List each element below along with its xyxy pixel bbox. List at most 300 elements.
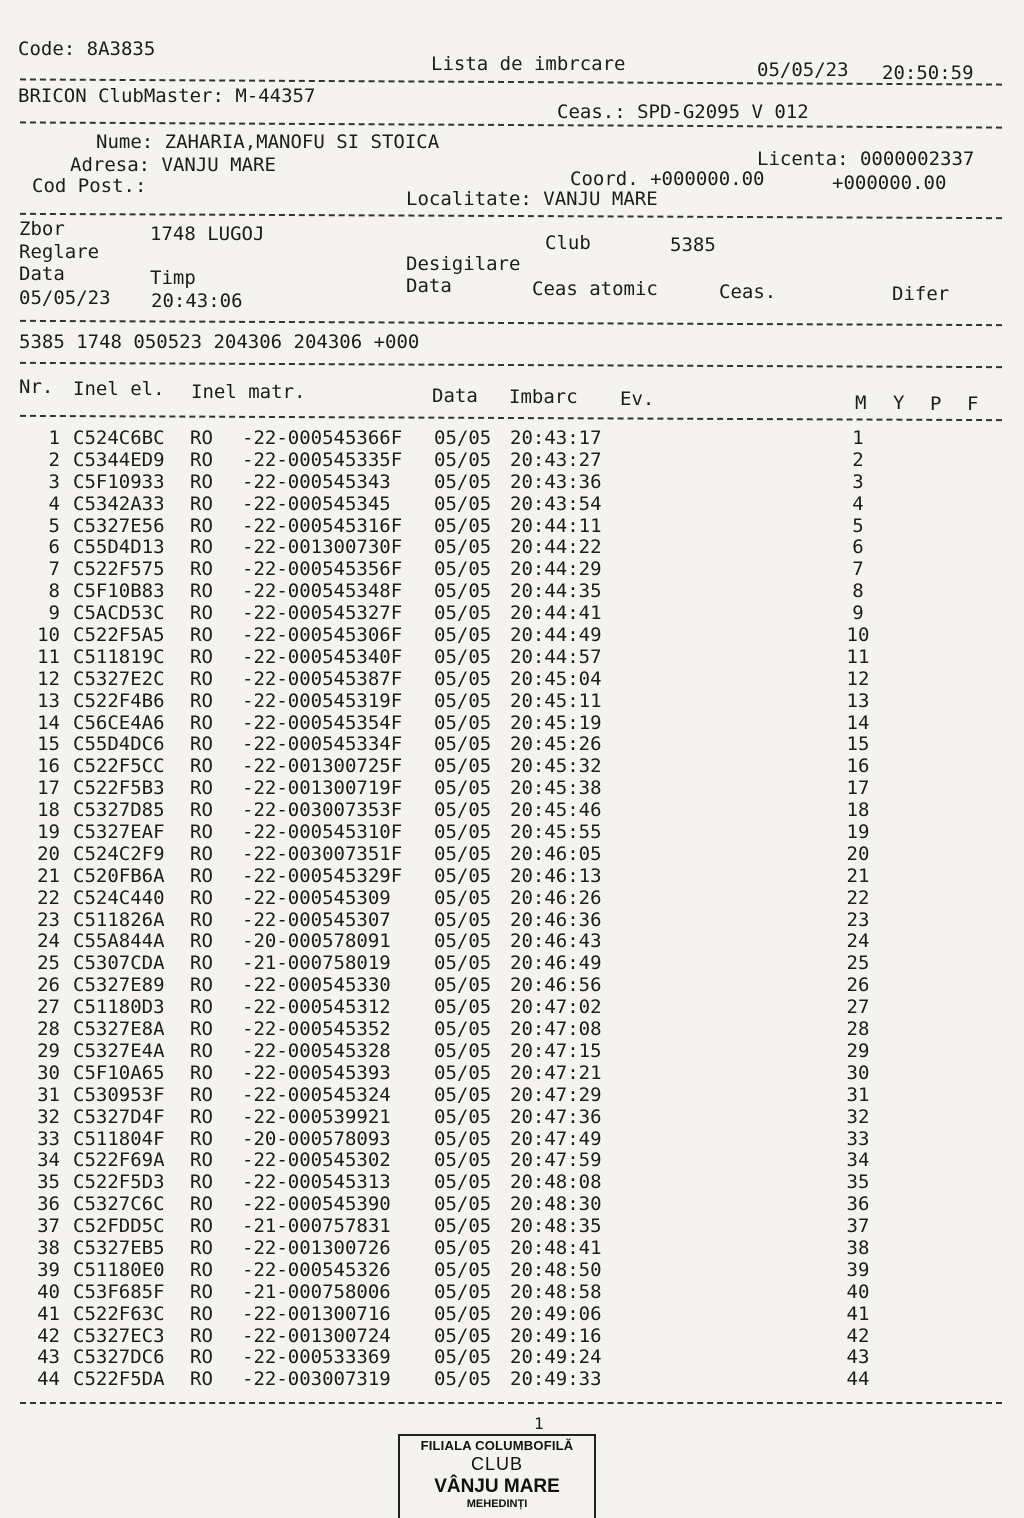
table-row — [26, 997, 966, 1019]
basketing-time: 20:46:56 — [510, 974, 602, 997]
table-row — [26, 1326, 966, 1348]
row-number: 38 — [37, 1236, 60, 1259]
electronic-ring: C522F4B6 — [73, 689, 165, 712]
electronic-ring: C55D4D13 — [73, 536, 165, 559]
electronic-ring: C524C440 — [73, 886, 165, 909]
position-m: 13 — [846, 689, 870, 712]
row-number: 23 — [37, 908, 60, 931]
row-number: 6 — [48, 536, 60, 559]
electronic-ring: C522F5CC — [73, 755, 165, 778]
row-number: 22 — [37, 886, 60, 909]
table-row — [26, 866, 966, 888]
ring-number: -22-000545366F — [242, 427, 403, 449]
basketing-time: 20:48:08 — [510, 1171, 602, 1194]
country-code: RO — [190, 755, 213, 778]
divider — [20, 362, 1002, 368]
ring-number: -22-000545330 — [242, 974, 391, 997]
country-code: RO — [190, 645, 213, 668]
electronic-ring: C511804F — [73, 1127, 165, 1150]
table-row — [26, 1019, 966, 1041]
arrival-date: 05/05 — [434, 1018, 492, 1041]
ring-number: -22-000545302 — [242, 1149, 391, 1172]
basketing-time: 20:43:27 — [510, 448, 602, 471]
table-row — [26, 1063, 966, 1085]
owner-address: Adresa: VANJU MARE — [70, 154, 276, 176]
table-row — [26, 822, 966, 844]
electronic-ring: C5327E2C — [73, 667, 165, 690]
position-m: 36 — [846, 1193, 870, 1216]
ring-number: -22-000545387F — [242, 667, 403, 690]
ring-number: -22-000545334F — [242, 733, 403, 756]
col-data: Data — [432, 385, 478, 407]
country-code: RO — [190, 1236, 213, 1259]
position-m: 30 — [846, 1061, 870, 1084]
country-code: RO — [190, 1149, 213, 1172]
arrival-date: 05/05 — [434, 755, 492, 778]
basketing-time: 20:45:26 — [510, 733, 602, 756]
ring-number: -22-000545327F — [242, 602, 403, 625]
basketing-time: 20:47:36 — [510, 1105, 602, 1128]
position-m: 10 — [846, 624, 870, 647]
ring-number: -22-003007353F — [242, 799, 403, 822]
basketing-time: 20:46:49 — [510, 952, 602, 975]
country-code: RO — [190, 514, 213, 537]
basketing-time: 20:45:46 — [510, 799, 602, 822]
country-code: RO — [190, 689, 213, 712]
arrival-date: 05/05 — [434, 1061, 492, 1084]
row-number: 3 — [48, 470, 60, 493]
country-code: RO — [190, 1215, 213, 1238]
reg-data-label: Data — [19, 263, 65, 285]
table-row — [26, 516, 966, 538]
ring-number: -22-000545309 — [242, 886, 391, 909]
device-label: BRICON ClubMaster: M-44357 — [18, 85, 316, 107]
electronic-ring: C5ACD53C — [73, 602, 165, 625]
position-m: 28 — [846, 1018, 870, 1041]
table-row — [26, 888, 966, 910]
ring-number: -22-000545324 — [242, 1083, 391, 1106]
owner-name: Nume: ZAHARIA,MANOFU SI STOICA — [96, 131, 440, 153]
basketing-time: 20:49:16 — [510, 1324, 602, 1347]
ring-number: -20-000578093 — [242, 1127, 391, 1150]
col-imbarc: Imbarc — [509, 386, 578, 408]
position-m: 34 — [846, 1149, 870, 1172]
table-row — [26, 756, 966, 778]
basketing-time: 20:43:36 — [510, 470, 602, 493]
country-code: RO — [190, 1039, 213, 1062]
position-m: 31 — [846, 1083, 870, 1106]
country-code: RO — [190, 1324, 213, 1347]
position-m: 33 — [846, 1127, 870, 1150]
basketing-time: 20:45:19 — [510, 711, 602, 734]
row-number: 32 — [37, 1105, 60, 1128]
ring-number: -22-000545343 — [242, 470, 391, 493]
postal-code-label: Cod Post.: — [32, 175, 147, 197]
electronic-ring: C55A844A — [73, 930, 165, 953]
row-number: 9 — [48, 602, 60, 625]
basketing-time: 20:43:54 — [510, 492, 602, 515]
row-number: 19 — [37, 821, 60, 844]
ring-number: -22-000545356F — [242, 558, 403, 581]
row-number: 2 — [48, 448, 60, 471]
country-code: RO — [190, 842, 213, 865]
row-number: 18 — [37, 799, 60, 822]
arrival-date: 05/05 — [434, 448, 492, 471]
position-m: 29 — [846, 1039, 870, 1062]
electronic-ring: C5327DC6 — [73, 1346, 165, 1369]
country-code: RO — [190, 886, 213, 909]
position-m: 9 — [852, 602, 864, 625]
arrival-date: 05/05 — [434, 974, 492, 997]
position-m: 20 — [846, 842, 870, 865]
electronic-ring: C522F575 — [73, 558, 165, 581]
table-row — [26, 931, 966, 953]
row-number: 37 — [37, 1215, 60, 1238]
col-inel-el: Inel el. — [73, 378, 165, 400]
ring-number: -22-000545352 — [242, 1018, 391, 1041]
country-code: RO — [190, 733, 213, 756]
country-code: RO — [190, 624, 213, 647]
position-m: 17 — [846, 777, 870, 800]
arrival-date: 05/05 — [434, 733, 492, 756]
position-m: 7 — [852, 558, 864, 581]
basketing-time: 20:46:26 — [510, 886, 602, 909]
arrival-date: 05/05 — [434, 1280, 492, 1303]
basketing-time: 20:46:13 — [510, 864, 602, 887]
basketing-time: 20:44:35 — [510, 580, 602, 603]
country-code: RO — [190, 777, 213, 800]
basketing-time: 20:45:38 — [510, 777, 602, 800]
row-number: 25 — [37, 952, 60, 975]
country-code: RO — [190, 1061, 213, 1084]
arrival-date: 05/05 — [434, 930, 492, 953]
basketing-time: 20:48:50 — [510, 1258, 602, 1281]
col-f: F — [967, 393, 979, 415]
row-number: 15 — [37, 733, 60, 756]
table-row — [26, 537, 966, 559]
club-stamp — [398, 1434, 596, 1518]
row-number: 34 — [37, 1149, 60, 1172]
position-m: 1 — [852, 427, 864, 449]
row-number: 44 — [37, 1368, 60, 1391]
basketing-time: 20:48:30 — [510, 1193, 602, 1216]
position-m: 42 — [846, 1324, 870, 1347]
electronic-ring: C522F69A — [73, 1149, 165, 1172]
arrival-date: 05/05 — [434, 1302, 492, 1325]
electronic-ring: C522F5D3 — [73, 1171, 165, 1194]
electronic-ring: C5327E89 — [73, 974, 165, 997]
col-inel-matr: Inel matr. — [191, 381, 306, 403]
ring-number: -22-000545313 — [242, 1171, 391, 1194]
basketing-time: 20:49:06 — [510, 1302, 602, 1325]
ring-number: -22-001300730F — [242, 536, 403, 559]
basketing-time: 20:48:35 — [510, 1215, 602, 1238]
basketing-time: 20:49:33 — [510, 1368, 602, 1391]
country-code: RO — [190, 821, 213, 844]
electronic-ring: C522F5A5 — [73, 624, 165, 647]
arrival-date: 05/05 — [434, 492, 492, 515]
electronic-ring: C522F5B3 — [73, 777, 165, 800]
ring-number: -22-000545312 — [242, 996, 391, 1019]
arrival-date: 05/05 — [434, 558, 492, 581]
table-row — [26, 581, 966, 603]
row-number: 27 — [37, 996, 60, 1019]
position-m: 25 — [846, 952, 870, 975]
electronic-ring: C5327E8A — [73, 1018, 165, 1041]
ring-number: -22-003007351F — [242, 842, 403, 865]
col-nr: Nr. — [19, 376, 54, 398]
arrival-date: 05/05 — [434, 514, 492, 537]
arrival-date: 05/05 — [434, 427, 492, 449]
stamp-line-1: FILIALA COLUMBOFILĂ — [420, 1438, 574, 1453]
row-number: 40 — [37, 1280, 60, 1303]
club-label: Club — [545, 232, 591, 254]
table-row — [26, 1238, 966, 1260]
position-m: 11 — [846, 645, 870, 668]
ring-number: -22-000545354F — [242, 711, 403, 734]
arrival-date: 05/05 — [434, 1236, 492, 1259]
flight-label: Zbor — [19, 218, 65, 240]
license-label: Licenta: 0000002337 — [757, 148, 975, 170]
reg-time-label: Timp — [150, 267, 196, 289]
table-row — [26, 1172, 966, 1194]
electronic-ring: C530953F — [73, 1083, 165, 1106]
table-row — [26, 734, 966, 756]
table-row — [26, 1347, 966, 1369]
position-m: 15 — [846, 733, 870, 756]
arrival-date: 05/05 — [434, 1324, 492, 1347]
flight-summary-line: 5385 1748 050523 204306 204306 +000 — [19, 331, 420, 353]
arrival-date: 05/05 — [434, 821, 492, 844]
col-p: P — [930, 393, 942, 415]
basketing-time: 20:45:04 — [510, 667, 602, 690]
arrival-date: 05/05 — [434, 602, 492, 625]
coord-label: Coord. +000000.00 — [570, 168, 765, 190]
row-number: 4 — [48, 492, 60, 515]
country-code: RO — [190, 711, 213, 734]
header-time: 20:50:59 — [882, 62, 974, 84]
basketing-time: 20:48:58 — [510, 1280, 602, 1303]
row-number: 11 — [37, 645, 60, 668]
basketing-time: 20:43:17 — [510, 427, 602, 449]
clock-label: Ceas.: SPD-G2095 V 012 — [557, 101, 809, 123]
arrival-date: 05/05 — [434, 536, 492, 559]
col-m: M — [855, 392, 867, 414]
arrival-date: 05/05 — [434, 645, 492, 668]
des-data-label: Data — [406, 275, 452, 297]
difference-label: Difer — [892, 283, 950, 305]
country-code: RO — [190, 1368, 213, 1391]
ring-number: -21-000758019 — [242, 952, 391, 975]
country-code: RO — [190, 974, 213, 997]
basketing-time: 20:44:41 — [510, 602, 602, 625]
arrival-date: 05/05 — [434, 1171, 492, 1194]
arrival-date: 05/05 — [434, 1346, 492, 1369]
position-m: 39 — [846, 1258, 870, 1281]
reg-time-value: 20:43:06 — [151, 290, 243, 312]
position-m: 16 — [846, 755, 870, 778]
ring-number: -22-000539921 — [242, 1105, 391, 1128]
position-m: 37 — [846, 1215, 870, 1238]
arrival-date: 05/05 — [434, 1258, 492, 1281]
row-number: 30 — [37, 1061, 60, 1084]
table-row — [26, 910, 966, 932]
position-m: 5 — [852, 514, 864, 537]
ring-number: -22-000545348F — [242, 580, 403, 603]
table-row — [26, 1282, 966, 1304]
basketing-time: 20:47:15 — [510, 1039, 602, 1062]
row-number: 31 — [37, 1083, 60, 1106]
country-code: RO — [190, 470, 213, 493]
electronic-ring: C511826A — [73, 908, 165, 931]
position-m: 8 — [852, 580, 864, 603]
arrival-date: 05/05 — [434, 952, 492, 975]
arrival-date: 05/05 — [434, 908, 492, 931]
table-row — [26, 1085, 966, 1107]
ring-number: -22-000545393 — [242, 1061, 391, 1084]
ring-number: -22-000545329F — [242, 864, 403, 887]
electronic-ring: C51180E0 — [73, 1258, 165, 1281]
basketing-time: 20:47:49 — [510, 1127, 602, 1150]
arrival-date: 05/05 — [434, 1193, 492, 1216]
electronic-ring: C5327D4F — [73, 1105, 165, 1128]
electronic-ring: C5F10933 — [73, 470, 165, 493]
ring-number: -22-001300724 — [242, 1324, 391, 1347]
electronic-ring: C5327D85 — [73, 799, 165, 822]
country-code: RO — [190, 864, 213, 887]
stamp-line-2: CLUB — [470, 1454, 523, 1474]
electronic-ring: C5F10A65 — [73, 1061, 165, 1084]
country-code: RO — [190, 427, 213, 449]
atomic-clock-label: Ceas atomic — [532, 278, 658, 300]
col-ev: Ev. — [620, 388, 655, 410]
arrival-date: 05/05 — [434, 842, 492, 865]
country-code: RO — [190, 1258, 213, 1281]
basketing-time: 20:47:21 — [510, 1061, 602, 1084]
row-number: 17 — [37, 777, 60, 800]
locality-label: Localitate: VANJU MARE — [406, 188, 658, 210]
arrival-date: 05/05 — [434, 580, 492, 603]
table-row — [26, 559, 966, 581]
electronic-ring: C524C6BC — [73, 427, 165, 449]
basketing-time: 20:49:24 — [510, 1346, 602, 1369]
stamp-line-3: VÂNJU MARE — [434, 1476, 560, 1497]
row-number: 8 — [48, 580, 60, 603]
divider — [20, 121, 1002, 128]
arrival-date: 05/05 — [434, 886, 492, 909]
electronic-ring: C522F5DA — [73, 1368, 165, 1391]
basketing-table — [26, 428, 966, 1391]
arrival-date: 05/05 — [434, 689, 492, 712]
row-number: 7 — [48, 558, 60, 581]
basketing-time: 20:47:59 — [510, 1149, 602, 1172]
divider — [20, 320, 1002, 326]
coord-value-2: +000000.00 — [832, 172, 947, 194]
row-number: 28 — [37, 1018, 60, 1041]
clock-col-label: Ceas. — [719, 281, 777, 303]
position-m: 24 — [846, 930, 870, 953]
electronic-ring: C5327EC3 — [73, 1324, 165, 1347]
country-code: RO — [190, 448, 213, 471]
table-row — [26, 1304, 966, 1326]
table-row — [26, 1129, 966, 1151]
arrival-date: 05/05 — [434, 799, 492, 822]
basketing-time: 20:45:11 — [510, 689, 602, 712]
arrival-date: 05/05 — [434, 667, 492, 690]
position-m: 40 — [846, 1280, 870, 1303]
country-code: RO — [190, 667, 213, 690]
ring-number: -22-000545328 — [242, 1039, 391, 1062]
row-number: 1 — [48, 427, 60, 449]
row-number: 39 — [37, 1258, 60, 1281]
ring-number: -22-000545316F — [242, 514, 403, 537]
row-number: 13 — [37, 689, 60, 712]
table-row — [26, 1216, 966, 1238]
table-row — [26, 1041, 966, 1063]
basketing-time: 20:44:11 — [510, 514, 602, 537]
arrival-date: 05/05 — [434, 711, 492, 734]
table-row — [26, 428, 966, 450]
row-number: 20 — [37, 842, 60, 865]
ring-number: -22-001300726 — [242, 1236, 391, 1259]
arrival-date: 05/05 — [434, 1105, 492, 1128]
arrival-date: 05/05 — [434, 1083, 492, 1106]
reglare-label: Reglare — [19, 241, 100, 263]
row-number: 12 — [37, 667, 60, 690]
ring-number: -22-000545307 — [242, 908, 391, 931]
basketing-time: 20:47:29 — [510, 1083, 602, 1106]
country-code: RO — [190, 1171, 213, 1194]
country-code: RO — [190, 908, 213, 931]
row-number: 14 — [37, 711, 60, 734]
row-number: 16 — [37, 755, 60, 778]
table-row — [26, 975, 966, 997]
position-m: 4 — [852, 492, 864, 515]
country-code: RO — [190, 1280, 213, 1303]
table-row — [26, 669, 966, 691]
position-m: 3 — [852, 470, 864, 493]
stamp-line-4: MEHEDINȚI — [466, 1498, 528, 1510]
document-title: Lista de imbrcare — [431, 53, 626, 75]
position-m: 21 — [846, 864, 870, 887]
divider — [20, 213, 1002, 219]
electronic-ring: C56CE4A6 — [73, 711, 165, 734]
basketing-time: 20:44:57 — [510, 645, 602, 668]
electronic-ring: C520FB6A — [73, 864, 165, 887]
basketing-time: 20:45:32 — [510, 755, 602, 778]
header-date: 05/05/23 — [757, 59, 849, 81]
electronic-ring: C511819C — [73, 645, 165, 668]
table-row — [26, 625, 966, 647]
basketing-time: 20:44:49 — [510, 624, 602, 647]
basketing-time: 20:47:08 — [510, 1018, 602, 1041]
row-number: 29 — [37, 1039, 60, 1062]
country-code: RO — [190, 1346, 213, 1369]
basketing-time: 20:48:41 — [510, 1236, 602, 1259]
country-code: RO — [190, 580, 213, 603]
ring-number: -22-000545310F — [242, 821, 403, 844]
country-code: RO — [190, 1193, 213, 1216]
table-row — [26, 647, 966, 669]
row-number: 41 — [37, 1302, 60, 1325]
electronic-ring: C5327EAF — [73, 821, 165, 844]
divider — [20, 415, 1002, 421]
country-code: RO — [190, 558, 213, 581]
table-row — [26, 953, 966, 975]
electronic-ring: C51180D3 — [73, 996, 165, 1019]
arrival-date: 05/05 — [434, 470, 492, 493]
ring-number: -21-000757831 — [242, 1215, 391, 1238]
